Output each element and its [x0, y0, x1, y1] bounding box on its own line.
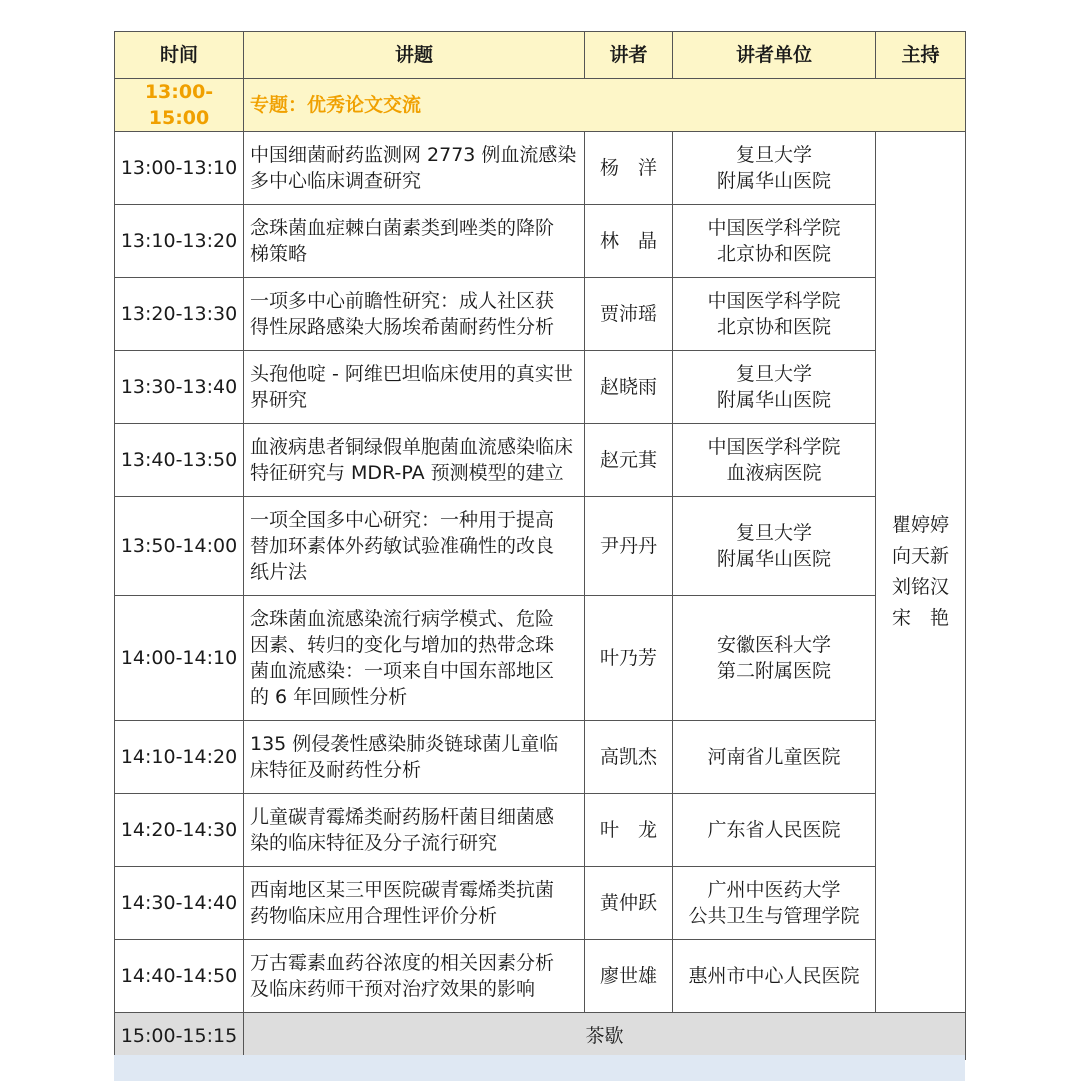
talk-topic: [244, 867, 585, 940]
table-row: [115, 867, 966, 940]
talk-speaker: 廖世雄: [585, 940, 673, 1013]
talk-topic-line: 念珠菌血流感染流行病学模式、危险: [250, 608, 555, 630]
talk-time: 13:10-13:20: [115, 205, 244, 278]
talk-topic-line: 一项多中心前瞻性研究：成人社区获: [250, 290, 555, 312]
talk-time: 14:00-14:10: [115, 596, 244, 721]
talk-org-line: 安徽医科大学: [716, 634, 831, 656]
talk-org: [673, 205, 876, 278]
talk-topic: [244, 205, 585, 278]
talk-org: [673, 132, 876, 205]
talk-org-line: 中国医学科学院: [707, 436, 841, 458]
talk-org-line: 广州中医药大学: [707, 879, 841, 901]
talk-topic-line: 血液病患者铜绿假单胞菌血流感染临床: [250, 436, 574, 458]
talk-speaker: 高凯杰: [585, 721, 673, 794]
talk-speaker: 尹丹丹: [585, 497, 673, 596]
talk-speaker: 赵元萁: [585, 424, 673, 497]
header-speaker: 讲者: [585, 32, 673, 79]
talk-org-line: 广东省人民医院: [707, 819, 841, 841]
schedule-table: [114, 31, 966, 1060]
talk-topic-line: 一项全国多中心研究：一种用于提高: [250, 509, 555, 531]
table-row: [115, 497, 966, 596]
section-title: 专题：优秀论文交流: [244, 79, 966, 132]
talk-org-line: 北京协和医院: [716, 243, 831, 265]
talk-org-line: 附属华山医院: [716, 548, 831, 570]
talk-topic-line: 多中心临床调查研究: [250, 170, 422, 192]
talk-org: [673, 424, 876, 497]
table-row: [115, 132, 966, 205]
talk-speaker: 贾沛瑶: [585, 278, 673, 351]
table-row: [115, 278, 966, 351]
talk-topic: [244, 940, 585, 1013]
talk-topic-line: 界研究: [250, 389, 308, 411]
break-row: [115, 1013, 966, 1060]
talk-topic-line: 头孢他啶 - 阿维巴坦临床使用的真实世: [250, 363, 573, 385]
talk-topic: [244, 721, 585, 794]
talk-org-line: 中国医学科学院: [707, 217, 841, 239]
talk-topic-line: 梯策略: [250, 243, 308, 265]
talk-org-line: 第二附属医院: [716, 660, 831, 682]
talk-topic-line: 西南地区某三甲医院碳青霉烯类抗菌: [250, 879, 555, 901]
table-row: [115, 940, 966, 1013]
table-row: [115, 794, 966, 867]
talk-topic-line: 儿童碳青霉烯类耐药肠杆菌目细菌感: [250, 806, 555, 828]
talk-topic: [244, 278, 585, 351]
talk-time: 13:00-13:10: [115, 132, 244, 205]
talk-topic-line: 念珠菌血症棘白菌素类到唑类的降阶: [250, 217, 555, 239]
host-name: 瞿婷婷: [891, 514, 949, 536]
talk-org-line: 惠州市中心人民医院: [688, 965, 860, 987]
talk-org: [673, 351, 876, 424]
talk-org-line: 复旦大学: [735, 144, 812, 166]
section-time: 13:00-15:00: [115, 79, 244, 132]
talk-topic-line: 药物临床应用合理性评价分析: [250, 905, 498, 927]
talk-org: [673, 278, 876, 351]
talk-org-line: 血液病医院: [726, 462, 822, 484]
talk-org-line: 附属华山医院: [716, 389, 831, 411]
talk-org: [673, 721, 876, 794]
talk-topic-line: 因素、转归的变化与增加的热带念珠: [250, 634, 555, 656]
header-row: [115, 32, 966, 79]
host-name: 宋 艳: [891, 607, 949, 629]
talk-org-line: 中国医学科学院: [707, 290, 841, 312]
header-org: 讲者单位: [673, 32, 876, 79]
talk-topic-line: 135 例侵袭性感染肺炎链球菌儿童临: [250, 733, 559, 755]
section-row: [115, 79, 966, 132]
talk-time: 14:10-14:20: [115, 721, 244, 794]
talk-time: 14:30-14:40: [115, 867, 244, 940]
talk-org: [673, 940, 876, 1013]
talk-topic-line: 菌血流感染：一项来自中国东部地区: [250, 660, 555, 682]
talk-topic-line: 的 6 年回顾性分析: [250, 686, 408, 708]
talk-topic-line: 万古霉素血药谷浓度的相关因素分析: [250, 952, 555, 974]
header-topic: 讲题: [244, 32, 585, 79]
header-host: 主持: [876, 32, 966, 79]
talk-topic-line: 得性尿路感染大肠埃希菌耐药性分析: [250, 316, 555, 338]
table-row: [115, 721, 966, 794]
bottom-strip: [114, 1055, 965, 1081]
talk-topic: [244, 596, 585, 721]
talk-topic: [244, 497, 585, 596]
talk-time: 13:30-13:40: [115, 351, 244, 424]
talk-speaker: 叶乃芳: [585, 596, 673, 721]
talk-org: [673, 867, 876, 940]
talk-speaker: 杨 洋: [585, 132, 673, 205]
table-row: [115, 205, 966, 278]
header-time: 时间: [115, 32, 244, 79]
table-row: [115, 351, 966, 424]
talk-org-line: 北京协和医院: [716, 316, 831, 338]
table-row: [115, 596, 966, 721]
talk-topic: [244, 351, 585, 424]
talk-time: 13:40-13:50: [115, 424, 244, 497]
talk-topic: [244, 132, 585, 205]
talk-org-line: 复旦大学: [735, 363, 812, 385]
host-name: 刘铭汉: [891, 576, 949, 598]
talk-org: [673, 794, 876, 867]
host-name: 向天新: [891, 545, 949, 567]
talk-org-line: 附属华山医院: [716, 170, 831, 192]
talk-topic-line: 染的临床特征及分子流行研究: [250, 832, 498, 854]
talk-topic-line: 纸片法: [250, 561, 308, 583]
talk-speaker: 叶 龙: [585, 794, 673, 867]
talk-time: 13:20-13:30: [115, 278, 244, 351]
talk-org-line: 复旦大学: [735, 522, 812, 544]
talk-topic: [244, 794, 585, 867]
talk-org: [673, 596, 876, 721]
talk-topic-line: 特征研究与 MDR-PA 预测模型的建立: [250, 462, 564, 484]
table-row: [115, 424, 966, 497]
talk-org-line: 河南省儿童医院: [707, 746, 841, 768]
talk-org-line: 公共卫生与管理学院: [688, 905, 860, 927]
talk-topic-line: 及临床药师干预对治疗效果的影响: [250, 978, 536, 1000]
break-label: 茶歇: [244, 1013, 966, 1060]
talk-speaker: 赵晓雨: [585, 351, 673, 424]
talk-topic-line: 中国细菌耐药监测网 2773 例血流感染: [250, 144, 577, 166]
talk-time: 13:50-14:00: [115, 497, 244, 596]
talk-speaker: 黄仲跃: [585, 867, 673, 940]
talk-org: [673, 497, 876, 596]
talk-topic: [244, 424, 585, 497]
session-hosts: [876, 132, 966, 1013]
talk-topic-line: 床特征及耐药性分析: [250, 759, 422, 781]
talk-topic-line: 替加环素体外药敏试验准确性的改良: [250, 535, 555, 557]
talk-speaker: 林 晶: [585, 205, 673, 278]
break-time: 15:00-15:15: [115, 1013, 244, 1060]
talk-time: 14:20-14:30: [115, 794, 244, 867]
talk-time: 14:40-14:50: [115, 940, 244, 1013]
